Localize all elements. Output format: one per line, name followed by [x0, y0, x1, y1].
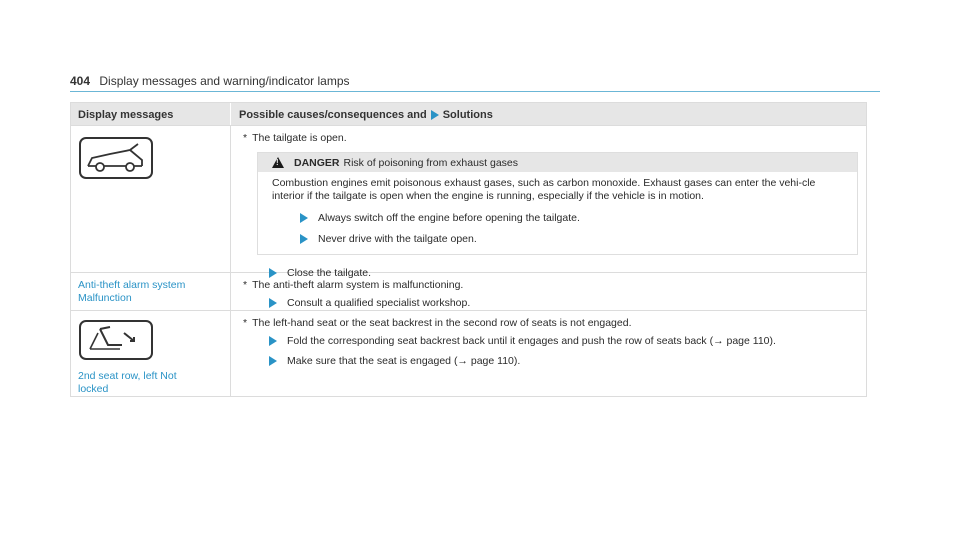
solution-step: Fold the corresponding seat backrest back until it engages and push the row of seats back (→ page 110).: [269, 335, 858, 347]
danger-label: DANGER: [294, 156, 340, 169]
col-causes-header: [231, 103, 866, 125]
cause-text: * The anti-theft alarm system is malfunctioning.: [243, 279, 464, 291]
display-message-text: Malfunction: [78, 292, 132, 304]
display-message-cell: [71, 311, 231, 396]
step-arrow-icon: [269, 336, 277, 346]
table-row: [71, 125, 866, 279]
col-display-messages-header: Display messages: [71, 103, 231, 125]
col-causes-header-text: Possible causes/consequences and: [239, 109, 427, 121]
table-row: [71, 272, 866, 310]
solution-step: Consult a qualified specialist workshop.: [269, 297, 858, 309]
page-number: 404: [70, 74, 91, 88]
step-arrow-icon: [300, 213, 308, 223]
causes-cell: [231, 273, 866, 310]
danger-title: Risk of poisoning from exhaust gases: [343, 156, 519, 169]
cause-text: * The tailgate is open.: [243, 132, 347, 144]
page-header: [70, 74, 350, 88]
danger-box: [257, 152, 858, 255]
header-rule: [70, 91, 880, 92]
cause-text: * The left-hand seat or the seat backrest in the second row of seats is not engaged.: [243, 317, 632, 329]
table-row: [71, 310, 866, 396]
danger-step: Always switch off the engine before opening the tailgate.: [300, 212, 847, 225]
col-solutions-header-text: Solutions: [442, 109, 493, 121]
step-arrow-icon: [269, 298, 277, 308]
danger-paragraph: Combustion engines emit poisonous exhaust gases, such as carbon monoxide. Exhaust gases can enter the vehi-cle interior if the tailgate is open when the engine is running, especially if the vehicle is in motion.: [272, 177, 816, 202]
table-header: [71, 103, 866, 125]
warning-triangle-icon: [272, 157, 284, 168]
danger-header: [258, 153, 857, 172]
page-title: Display messages and warning/indicator lamps: [99, 74, 350, 88]
display-message-cell: [71, 126, 231, 272]
danger-body: [258, 172, 857, 246]
step-arrow-icon: [300, 234, 308, 244]
causes-cell: [231, 311, 866, 396]
solution-step: Close the tailgate.: [269, 267, 858, 279]
display-message-text: locked: [78, 383, 109, 395]
display-messages-table: [70, 102, 867, 397]
seat-backrest-icon: [78, 319, 154, 361]
solution-arrow-icon: [431, 110, 439, 120]
tailgate-open-icon: [78, 136, 154, 180]
danger-step: Never drive with the tailgate open.: [300, 233, 847, 246]
step-arrow-icon: [269, 356, 277, 366]
display-message-text: Anti-theft alarm system: [78, 279, 186, 291]
display-message-text: 2nd seat row, left Not: [78, 370, 177, 382]
causes-cell: [231, 126, 866, 279]
display-message-cell: [71, 273, 231, 310]
solution-step: Make sure that the seat is engaged (→ page 110).: [269, 355, 858, 367]
